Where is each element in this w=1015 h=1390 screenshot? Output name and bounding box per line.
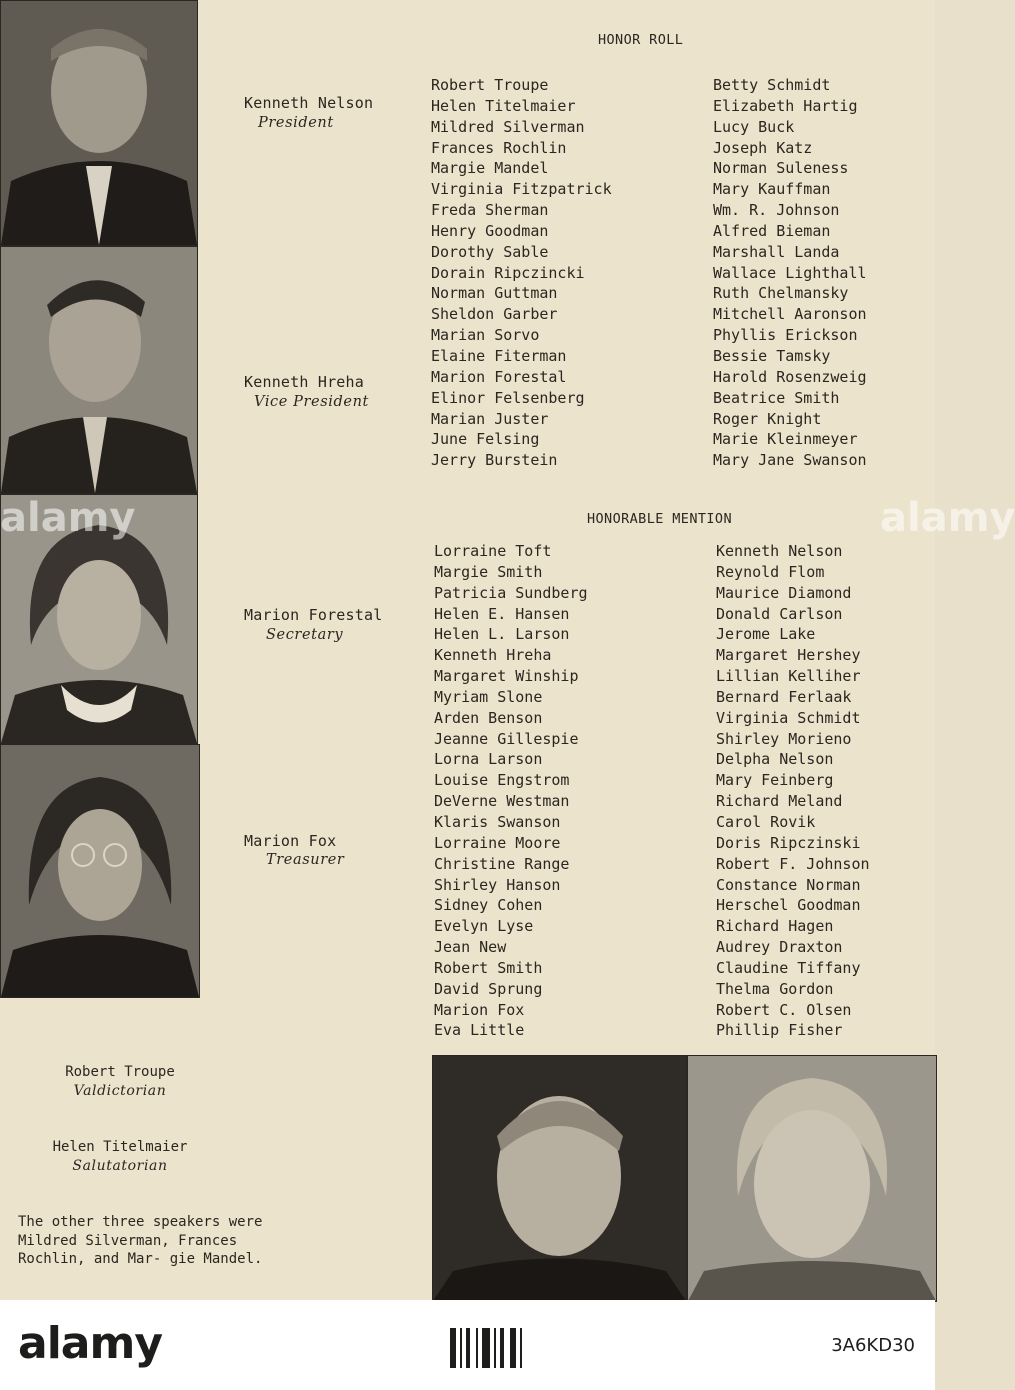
honorable-mention-name: Carol Rovik	[716, 812, 816, 831]
honorable-mention-name: Phillip Fisher	[716, 1021, 843, 1040]
speaker-valedictorian	[30, 1063, 210, 1101]
honor-roll-name: Harold Rosenzweig	[713, 367, 867, 386]
honorable-mention-name: Margaret Winship	[434, 667, 579, 686]
honorable-mention-name: Shirley Morieno	[716, 729, 852, 748]
honorable-mention-name: Bernard Ferlaak	[716, 687, 852, 706]
honor-roll-name: Betty Schmidt	[713, 76, 831, 94]
honorable-mention-name: Margaret Hershey	[716, 646, 861, 665]
honorable-mention-name: Jean New	[434, 938, 507, 957]
portrait-photo-salutatorian	[687, 1055, 937, 1302]
honorable-mention-name: Audrey Draxton	[716, 938, 843, 957]
honor-roll-name: Elaine Fiterman	[431, 346, 567, 365]
portrait-photo-treasurer	[0, 744, 200, 998]
honorable-mention-name: Virginia Schmidt	[716, 708, 861, 727]
honor-roll-name: Norman Guttman	[431, 284, 558, 303]
honor-roll-name: Lucy Buck	[713, 117, 795, 136]
honorable-mention-heading: HONORABLE MENTION	[587, 511, 732, 527]
honor-roll-name: Norman Suleness	[713, 159, 849, 178]
honor-roll-column-1	[431, 75, 612, 471]
honorable-mention-name: Richard Hagen	[716, 917, 834, 936]
honorable-mention-name: DeVerne Westman	[434, 792, 570, 811]
honorable-mention-name: Margie Smith	[434, 562, 543, 581]
honor-roll-name: Marian Sorvo	[431, 326, 540, 345]
honorable-mention-name: Jeanne Gillespie	[434, 729, 579, 748]
honorable-mention-name: Myriam Slone	[434, 687, 543, 706]
portrait-photo-valedictorian	[432, 1055, 687, 1302]
honorable-mention-name: Sidney Cohen	[434, 896, 543, 915]
honorable-mention-name: Kenneth Hreha	[434, 646, 552, 665]
honor-roll-name: Marion Forestal	[431, 367, 567, 386]
honorable-mention-name: Delpha Nelson	[716, 750, 834, 769]
honorable-mention-name: Reynold Flom	[716, 562, 825, 581]
watermark-text-right: alamy	[880, 495, 1015, 541]
honor-roll-name: Mildred Silverman	[431, 117, 585, 136]
honorable-mention-name: Christine Range	[434, 854, 570, 873]
honor-roll-name: Virginia Fitzpatrick	[431, 180, 612, 199]
honorable-mention-column-1	[434, 541, 588, 1041]
honorable-mention-name: Lorraine Toft	[434, 542, 552, 560]
honor-roll-name: Margie Mandel	[431, 159, 549, 178]
honorable-mention-name: Thelma Gordon	[716, 979, 834, 998]
honor-roll-name: Mary Kauffman	[713, 180, 831, 199]
honor-roll-name: Marian Juster	[431, 409, 549, 428]
honorable-mention-name: Helen E. Hansen	[434, 604, 570, 623]
speaker-title: Salutatorian	[72, 1158, 168, 1174]
honorable-mention-column-2	[716, 541, 870, 1041]
honor-roll-name: Sheldon Garber	[431, 305, 558, 324]
honorable-mention-name: Lillian Kelliher	[716, 667, 861, 686]
speaker-name: Robert Troupe	[65, 1064, 175, 1080]
honor-roll-name: Wallace Lighthall	[713, 263, 867, 282]
honor-roll-name: Henry Goodman	[431, 221, 549, 240]
honor-roll-name: Elizabeth Hartig	[713, 96, 858, 115]
honorable-mention-name: Robert Smith	[434, 958, 543, 977]
honor-roll-name: Elinor Felsenberg	[431, 388, 585, 407]
honorable-mention-name: Donald Carlson	[716, 604, 843, 623]
officer-title-secretary: Secretary	[266, 627, 344, 643]
watermark-text-left: alamy	[0, 495, 136, 541]
honor-roll-name: Phyllis Erickson	[713, 326, 858, 345]
honor-roll-name: Bessie Tamsky	[713, 346, 831, 365]
honor-roll-heading: HONOR ROLL	[598, 32, 684, 48]
honorable-mention-name: Lorraine Moore	[434, 833, 561, 852]
honor-roll-name: Helen Titelmaier	[431, 96, 576, 115]
honor-roll-name: Jerry Burstein	[431, 451, 558, 470]
honorable-mention-name: Doris Ripczinski	[716, 833, 861, 852]
honor-roll-column-2	[713, 75, 867, 471]
honorable-mention-name: Arden Benson	[434, 708, 543, 727]
honorable-mention-name: Robert C. Olsen	[716, 1000, 852, 1019]
honorable-mention-name: Jerome Lake	[716, 625, 816, 644]
honorable-mention-name: Richard Meland	[716, 792, 843, 811]
honorable-mention-name: Kenneth Nelson	[716, 542, 843, 560]
officer-name-treasurer: Marion Fox	[244, 832, 337, 850]
watermark-image-id: 3A6KD30	[831, 1335, 915, 1356]
speaker-salutatorian	[30, 1138, 210, 1176]
honorable-mention-name: Klaris Swanson	[434, 812, 561, 831]
honor-roll-name: Dorothy Sable	[431, 242, 549, 261]
officer-name-president: Kenneth Nelson	[244, 94, 374, 112]
honor-roll-name: Robert Troupe	[431, 76, 549, 94]
honor-roll-name: Frances Rochlin	[431, 138, 567, 157]
honor-roll-name: Joseph Katz	[713, 138, 813, 157]
watermark-logo: alamy	[18, 1318, 162, 1369]
officer-title-vice-president: Vice President	[254, 394, 369, 410]
speakers-note: The other three speakers were Mildred Silverman, Frances Rochlin, and Mar- gie Mandel.	[18, 1214, 263, 1267]
officer-title-president: President	[258, 115, 334, 131]
honorable-mention-name: Lorna Larson	[434, 750, 543, 769]
honorable-mention-name: Helen L. Larson	[434, 625, 570, 644]
honor-roll-name: Freda Sherman	[431, 201, 549, 220]
honorable-mention-name: Shirley Hanson	[434, 875, 561, 894]
honor-roll-name: Mary Jane Swanson	[713, 451, 867, 470]
portrait-photo-vice-president	[0, 246, 198, 494]
honor-roll-name: Wm. R. Johnson	[713, 201, 840, 220]
honorable-mention-name: David Sprung	[434, 979, 543, 998]
portrait-photo-president	[0, 0, 198, 246]
honorable-mention-name: Louise Engstrom	[434, 771, 570, 790]
honorable-mention-name: Mary Feinberg	[716, 771, 834, 790]
speaker-title: Valdictorian	[73, 1083, 167, 1099]
honorable-mention-name: Claudine Tiffany	[716, 958, 861, 977]
honorable-mention-name: Eva Little	[434, 1021, 525, 1040]
honor-roll-name: Marie Kleinmeyer	[713, 430, 858, 449]
honorable-mention-name: Robert F. Johnson	[716, 854, 870, 873]
honor-roll-name: Roger Knight	[713, 409, 822, 428]
honorable-mention-name: Evelyn Lyse	[434, 917, 534, 936]
officer-name-vice-president: Kenneth Hreha	[244, 373, 364, 391]
officer-title-treasurer: Treasurer	[266, 852, 345, 868]
speaker-name: Helen Titelmaier	[52, 1139, 188, 1155]
honor-roll-name: Beatrice Smith	[713, 388, 840, 407]
honor-roll-name: Marshall Landa	[713, 242, 840, 261]
honor-roll-name: Dorain Ripczincki	[431, 263, 585, 282]
honor-roll-name: Mitchell Aaronson	[713, 305, 867, 324]
honor-roll-name: Ruth Chelmansky	[713, 284, 849, 303]
honorable-mention-name: Maurice Diamond	[716, 583, 852, 602]
honorable-mention-name: Marion Fox	[434, 1000, 525, 1019]
honor-roll-name: June Felsing	[431, 430, 540, 449]
honor-roll-name: Alfred Bieman	[713, 221, 831, 240]
officer-name-secretary: Marion Forestal	[244, 606, 383, 624]
honorable-mention-name: Patricia Sundberg	[434, 583, 588, 602]
honorable-mention-name: Herschel Goodman	[716, 896, 861, 915]
honorable-mention-name: Constance Norman	[716, 875, 861, 894]
